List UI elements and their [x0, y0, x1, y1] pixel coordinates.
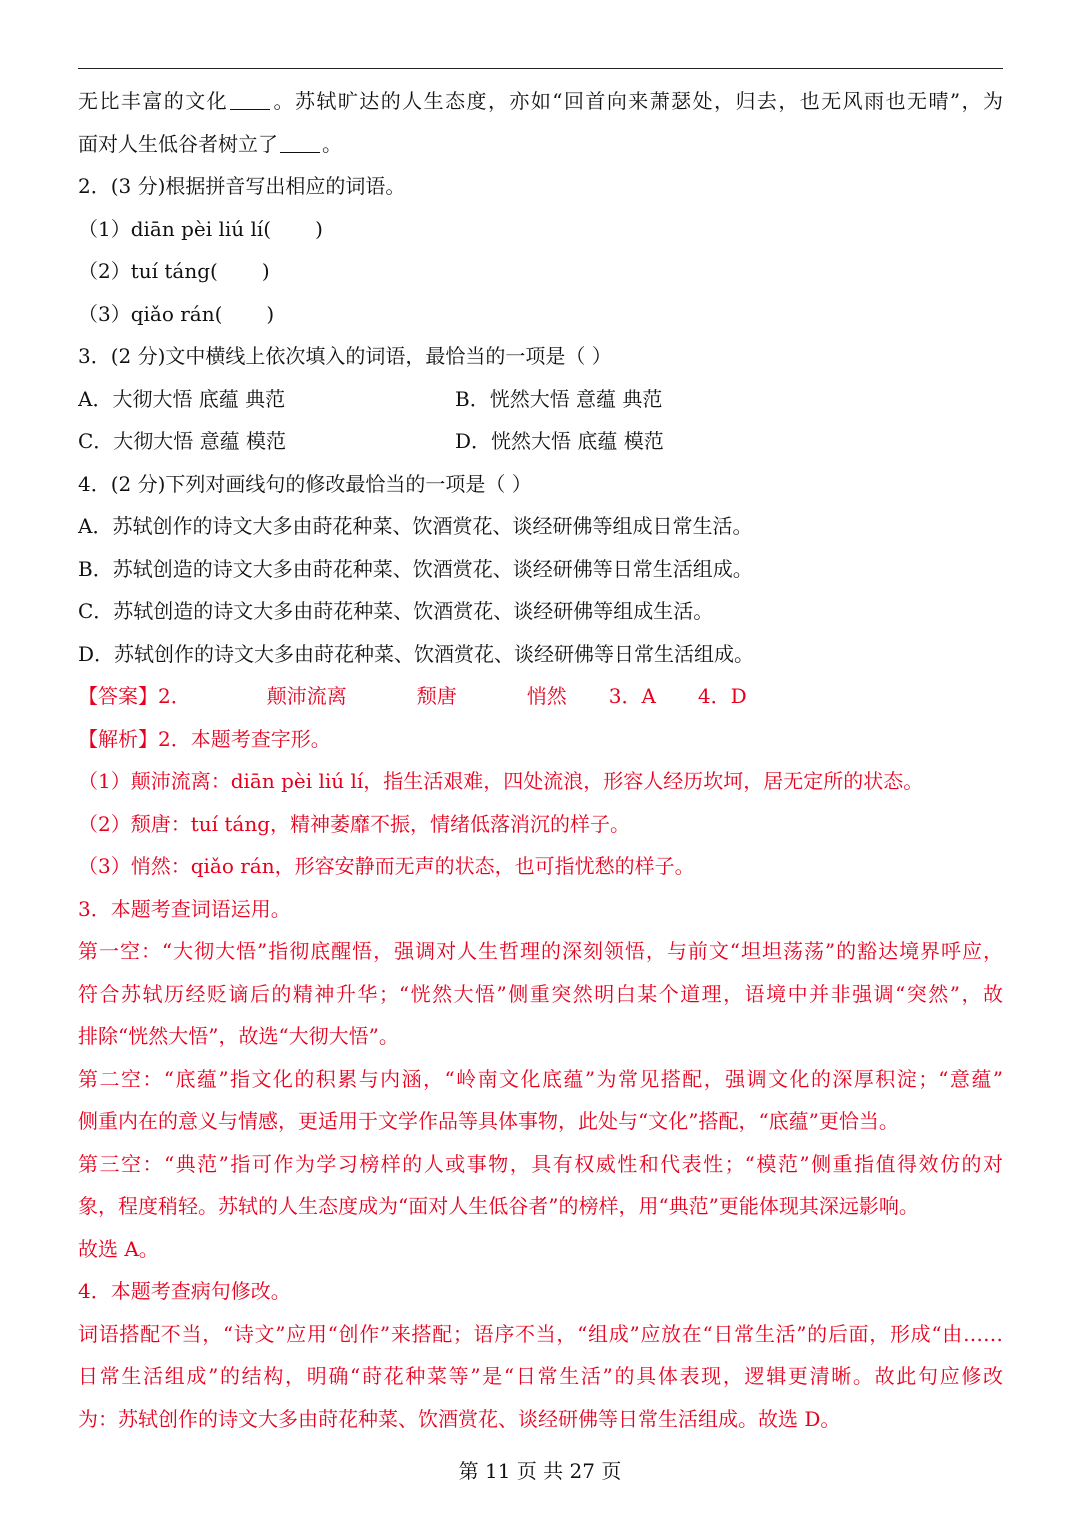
option-d: D．恍然大悟 底蕴 模范 — [455, 429, 664, 453]
analysis-text: 第二空：“底蕴”指文化的积累与内涵，“岭南文化底蕴”为常见搭配，强调文化的深厚积淀；“意蕴” — [78, 1066, 1003, 1091]
option-b: B．恍然大悟 意蕴 典范 — [455, 386, 663, 411]
intro-text: 面对人生低谷者树立了 — [78, 131, 278, 156]
pinyin-item: （3）qiǎo rán( — [78, 301, 223, 326]
intro-line-2 — [78, 123, 1003, 166]
analysis-tag: 【解析】 — [78, 726, 158, 751]
paren-close: ) — [266, 301, 275, 326]
answer-value: 悄然 — [526, 684, 567, 708]
analysis-text: （2）颓唐：tuí táng，精神萎靡不振，情绪低落消沉的样子。 — [78, 811, 631, 836]
pinyin-item: （2）tuí táng( — [78, 259, 218, 283]
pinyin-item: （1）diān pèi liú lí( — [78, 216, 272, 241]
question-2-item — [78, 250, 1003, 293]
analysis-text: 为：苏轼创作的诗文大多由莳花种菜、饮酒赏花、谈经研佛等日常生活组成。故选 D。 — [78, 1406, 841, 1431]
intro-text: 。苏轼旷达的人生态度，亦如“回首向来萧瑟处，归去，也无风雨也无晴”，为 — [272, 89, 1003, 113]
answer-line — [78, 675, 1003, 718]
question-3-options-row — [78, 378, 1003, 421]
option-b: B．苏轼创造的诗文大多由莳花种菜、饮酒赏花、谈经研佛等日常生活组成。 — [78, 556, 753, 581]
question-3-stem: 3．(2 分)文中横线上依次填入的词语，最恰当的一项是（ ） — [78, 344, 612, 368]
analysis-text: （3）悄然：qiǎo rán，形容安静而无声的状态，也可指忧愁的样子。 — [78, 854, 695, 878]
option-c: C．大彻大悟 意蕴 模范 — [78, 429, 287, 453]
answer-value: 4．D — [697, 684, 747, 708]
analysis-head — [78, 718, 1003, 761]
option-c: C．苏轼创造的诗文大多由莳花种菜、饮酒赏花、谈经研佛等组成生活。 — [78, 599, 714, 623]
option-d: D．苏轼创作的诗文大多由莳花种菜、饮酒赏花、谈经研佛等日常生活组成。 — [78, 641, 755, 666]
answer-tag: 【答案】2． — [78, 684, 191, 708]
answer-value: 颓唐 — [416, 684, 457, 708]
analysis-title: 4．本题考查病句修改。 — [78, 1279, 291, 1303]
intro-text: 。 — [322, 131, 342, 156]
question-4-stem: 4．(2 分)下列对画线句的修改最恰当的一项是（ ） — [78, 471, 532, 496]
fill-blank — [230, 89, 270, 110]
analysis-title: 2．本题考查字形。 — [158, 726, 331, 751]
intro-line-1 — [78, 80, 1003, 123]
analysis-text: 象，程度稍轻。苏轼的人生态度成为“面对人生低谷者”的榜样，用“典范”更能体现其深远影响。 — [78, 1194, 919, 1218]
paren-close: ) — [315, 216, 323, 241]
analysis-title: 3．本题考查词语运用。 — [78, 896, 291, 921]
fill-blank — [280, 132, 320, 153]
analysis-text: 侧重内在的意义与情感，更适用于文学作品等具体事物，此处与“文化”搭配，“底蕴”更恰当。 — [78, 1109, 899, 1133]
answer-value: 颠沛流离 — [266, 684, 347, 708]
page-number: 第 11 页 共 27 页 — [458, 1459, 622, 1483]
paren-close: ) — [261, 259, 270, 283]
analysis-text: 排除“恍然大悟”，故选“大彻大悟”。 — [78, 1024, 399, 1048]
answer-value: 3．A — [608, 684, 656, 708]
analysis-text: 日常生活组成”的结构，明确“莳花种菜等”是“日常生活”的具体表现，逻辑更清晰。故此句应修改 — [78, 1364, 1003, 1388]
option-a: A．大彻大悟 底蕴 典范 — [78, 386, 286, 411]
option-a: A．苏轼创作的诗文大多由莳花种菜、饮酒赏花、谈经研佛等组成日常生活。 — [78, 514, 753, 538]
page-content — [78, 80, 1003, 1440]
analysis-text: 第一空：“大彻大悟”指彻底醒悟，强调对人生哲理的深刻领悟，与前文“坦坦荡荡”的豁达境界呼应， — [78, 939, 1003, 963]
question-2-item — [78, 293, 1003, 336]
analysis-text: 符合苏轼历经贬谪后的精神升华；“恍然大悟”侧重突然明白某个道理，语境中并非强调“突然”，故 — [78, 981, 1003, 1006]
analysis-text: 故选 A。 — [78, 1236, 159, 1261]
analysis-text: 第三空：“典范”指可作为学习榜样的人或事物，具有权威性和代表性；“模范”侧重指值得效仿的对 — [78, 1151, 1003, 1176]
analysis-text: （1）颠沛流离：diān pèi liú lí，指生活艰难，四处流浪，形容人经历坎坷，居无定所的状态。 — [78, 769, 924, 793]
question-2-item — [78, 208, 1003, 251]
question-2-stem: 2．(3 分)根据拼音写出相应的词语。 — [78, 174, 406, 198]
header-rule — [78, 68, 1003, 69]
analysis-text: 词语搭配不当，“诗文”应用“创作”来搭配；语序不当，“组成”应放在“日常生活”的后面，形成“由…… — [78, 1321, 1003, 1346]
question-3-options-row — [78, 420, 1003, 463]
intro-text: 无比丰富的文化 — [78, 89, 229, 113]
